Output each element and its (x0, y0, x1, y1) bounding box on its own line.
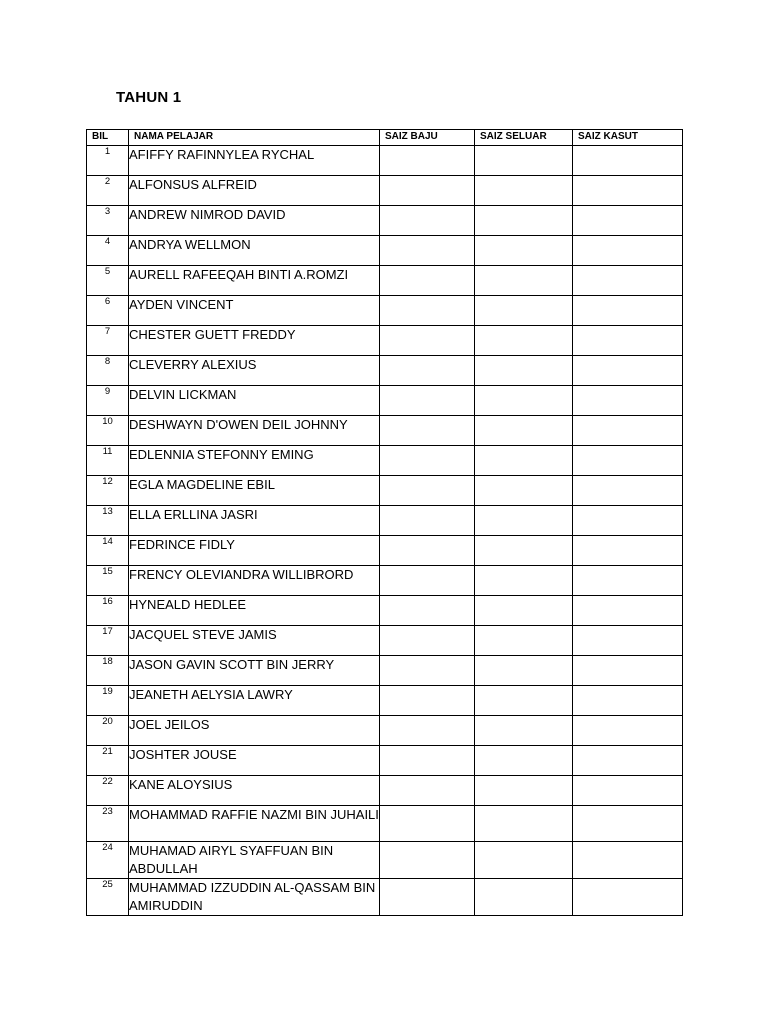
cell-student-name: CLEVERRY ALEXIUS (129, 356, 380, 386)
cell-bil: 1 (87, 146, 129, 176)
header-saiz-seluar: SAIZ SELUAR (475, 130, 573, 146)
cell-student-name: MUHAMAD AIRYL SYAFFUAN BIN ABDULLAH (129, 842, 380, 879)
cell-bil: 5 (87, 266, 129, 296)
cell-saiz-kasut[interactable] (573, 626, 683, 656)
cell-bil: 9 (87, 386, 129, 416)
table-row (87, 566, 683, 596)
table-row (87, 326, 683, 356)
cell-student-name: DELVIN LICKMAN (129, 386, 380, 416)
cell-bil: 3 (87, 206, 129, 236)
cell-saiz-baju[interactable] (380, 416, 475, 446)
cell-saiz-seluar[interactable] (475, 326, 573, 356)
cell-saiz-baju[interactable] (380, 476, 475, 506)
cell-saiz-kasut[interactable] (573, 146, 683, 176)
cell-student-name: CHESTER GUETT FREDDY (129, 326, 380, 356)
cell-student-name: DESHWAYN D'OWEN DEIL JOHNNY (129, 416, 380, 446)
cell-saiz-baju[interactable] (380, 626, 475, 656)
header-nama-pelajar: NAMA PELAJAR (129, 130, 380, 146)
cell-bil: 17 (87, 626, 129, 656)
table-row (87, 506, 683, 536)
cell-bil: 23 (87, 806, 129, 842)
table-row (87, 806, 683, 842)
cell-saiz-seluar[interactable] (475, 206, 573, 236)
cell-saiz-seluar[interactable] (475, 536, 573, 566)
cell-saiz-kasut[interactable] (573, 506, 683, 536)
cell-saiz-baju[interactable] (380, 536, 475, 566)
cell-saiz-seluar[interactable] (475, 842, 573, 879)
cell-bil: 10 (87, 416, 129, 446)
cell-student-name: JOSHTER JOUSE (129, 746, 380, 776)
cell-student-name: AURELL RAFEEQAH BINTI A.ROMZI (129, 266, 380, 296)
cell-bil: 13 (87, 506, 129, 536)
table-row (87, 656, 683, 686)
cell-saiz-seluar[interactable] (475, 296, 573, 326)
cell-saiz-kasut[interactable] (573, 686, 683, 716)
cell-saiz-baju[interactable] (380, 686, 475, 716)
cell-saiz-seluar[interactable] (475, 236, 573, 266)
cell-saiz-kasut[interactable] (573, 842, 683, 879)
cell-saiz-kasut[interactable] (573, 716, 683, 746)
cell-saiz-baju[interactable] (380, 176, 475, 206)
table-row (87, 746, 683, 776)
cell-student-name: ANDREW NIMROD DAVID (129, 206, 380, 236)
cell-saiz-seluar[interactable] (475, 446, 573, 476)
cell-bil: 21 (87, 746, 129, 776)
table-row (87, 686, 683, 716)
cell-saiz-baju[interactable] (380, 656, 475, 686)
table-row (87, 536, 683, 566)
cell-student-name: EDLENNIA STEFONNY EMING (129, 446, 380, 476)
cell-bil: 6 (87, 296, 129, 326)
cell-saiz-seluar[interactable] (475, 146, 573, 176)
cell-saiz-seluar[interactable] (475, 656, 573, 686)
cell-student-name: ANDRYA WELLMON (129, 236, 380, 266)
cell-bil: 15 (87, 566, 129, 596)
cell-saiz-baju[interactable] (380, 266, 475, 296)
cell-saiz-kasut[interactable] (573, 386, 683, 416)
cell-student-name: FEDRINCE FIDLY (129, 536, 380, 566)
cell-bil: 12 (87, 476, 129, 506)
cell-saiz-seluar[interactable] (475, 176, 573, 206)
cell-saiz-kasut[interactable] (573, 476, 683, 506)
cell-saiz-baju[interactable] (380, 326, 475, 356)
cell-student-name: JOEL JEILOS (129, 716, 380, 746)
cell-saiz-seluar[interactable] (475, 776, 573, 806)
cell-saiz-kasut[interactable] (573, 806, 683, 842)
cell-student-name: HYNEALD HEDLEE (129, 596, 380, 626)
cell-saiz-baju[interactable] (380, 236, 475, 266)
cell-saiz-baju[interactable] (380, 596, 475, 626)
table-row (87, 879, 683, 916)
page-title: TAHUN 1 (116, 89, 182, 106)
cell-saiz-seluar[interactable] (475, 386, 573, 416)
cell-saiz-baju[interactable] (380, 296, 475, 326)
cell-saiz-kasut[interactable] (573, 356, 683, 386)
table-row (87, 626, 683, 656)
cell-saiz-seluar[interactable] (475, 476, 573, 506)
table-row (87, 356, 683, 386)
cell-saiz-seluar[interactable] (475, 879, 573, 916)
table-row (87, 236, 683, 266)
cell-saiz-kasut[interactable] (573, 566, 683, 596)
cell-student-name: AFIFFY RAFINNYLEA RYCHAL (129, 146, 380, 176)
cell-saiz-baju[interactable] (380, 506, 475, 536)
table-row (87, 596, 683, 626)
cell-saiz-baju[interactable] (380, 879, 475, 916)
header-bil: BIL (87, 130, 129, 146)
cell-saiz-baju[interactable] (380, 716, 475, 746)
cell-bil: 7 (87, 326, 129, 356)
cell-saiz-seluar[interactable] (475, 596, 573, 626)
table-row (87, 842, 683, 879)
cell-student-name: ELLA ERLLINA JASRI (129, 506, 380, 536)
table-row (87, 266, 683, 296)
cell-bil: 4 (87, 236, 129, 266)
table-row (87, 416, 683, 446)
cell-saiz-seluar[interactable] (475, 686, 573, 716)
cell-bil: 20 (87, 716, 129, 746)
cell-saiz-seluar[interactable] (475, 356, 573, 386)
cell-student-name: MUHAMMAD IZZUDDIN AL-QASSAM BIN AMIRUDDIN (129, 879, 380, 916)
header-saiz-baju: SAIZ BAJU (380, 130, 475, 146)
cell-saiz-kasut[interactable] (573, 416, 683, 446)
cell-saiz-seluar[interactable] (475, 806, 573, 842)
table-row (87, 206, 683, 236)
table-header-row (87, 130, 683, 146)
cell-bil: 24 (87, 842, 129, 879)
table-row (87, 386, 683, 416)
cell-saiz-seluar[interactable] (475, 506, 573, 536)
table-row (87, 146, 683, 176)
cell-student-name: EGLA MAGDELINE EBIL (129, 476, 380, 506)
cell-saiz-seluar[interactable] (475, 566, 573, 596)
cell-bil: 22 (87, 776, 129, 806)
cell-saiz-kasut[interactable] (573, 746, 683, 776)
table-row (87, 776, 683, 806)
cell-saiz-seluar[interactable] (475, 626, 573, 656)
cell-student-name: ALFONSUS ALFREID (129, 176, 380, 206)
cell-saiz-baju[interactable] (380, 746, 475, 776)
cell-saiz-baju[interactable] (380, 776, 475, 806)
table-body (87, 146, 683, 916)
table-row (87, 296, 683, 326)
table-row (87, 476, 683, 506)
cell-student-name: JEANETH AELYSIA LAWRY (129, 686, 380, 716)
cell-student-name: JACQUEL STEVE JAMIS (129, 626, 380, 656)
cell-saiz-baju[interactable] (380, 386, 475, 416)
cell-saiz-kasut[interactable] (573, 236, 683, 266)
table-row (87, 716, 683, 746)
cell-bil: 19 (87, 686, 129, 716)
cell-saiz-seluar[interactable] (475, 266, 573, 296)
cell-bil: 14 (87, 536, 129, 566)
cell-student-name: AYDEN VINCENT (129, 296, 380, 326)
cell-saiz-kasut[interactable] (573, 776, 683, 806)
cell-saiz-kasut[interactable] (573, 536, 683, 566)
cell-bil: 18 (87, 656, 129, 686)
cell-bil: 11 (87, 446, 129, 476)
cell-saiz-baju[interactable] (380, 566, 475, 596)
cell-student-name: JASON GAVIN SCOTT BIN JERRY (129, 656, 380, 686)
cell-saiz-kasut[interactable] (573, 596, 683, 626)
cell-saiz-kasut[interactable] (573, 296, 683, 326)
cell-student-name: MOHAMMAD RAFFIE NAZMI BIN JUHAILI (129, 806, 380, 842)
cell-saiz-kasut[interactable] (573, 879, 683, 916)
student-roster-table (86, 129, 683, 916)
cell-bil: 16 (87, 596, 129, 626)
cell-saiz-seluar[interactable] (475, 746, 573, 776)
cell-saiz-seluar[interactable] (475, 716, 573, 746)
cell-saiz-kasut[interactable] (573, 326, 683, 356)
cell-bil: 2 (87, 176, 129, 206)
cell-student-name: FRENCY OLEVIANDRA WILLIBRORD (129, 566, 380, 596)
header-saiz-kasut: SAIZ KASUT (573, 130, 683, 146)
cell-bil: 25 (87, 879, 129, 916)
cell-bil: 8 (87, 356, 129, 386)
cell-student-name: KANE ALOYSIUS (129, 776, 380, 806)
cell-saiz-baju[interactable] (380, 146, 475, 176)
cell-saiz-baju[interactable] (380, 206, 475, 236)
cell-saiz-baju[interactable] (380, 806, 475, 842)
cell-saiz-baju[interactable] (380, 356, 475, 386)
cell-saiz-kasut[interactable] (573, 176, 683, 206)
cell-saiz-kasut[interactable] (573, 206, 683, 236)
table-row (87, 446, 683, 476)
table-row (87, 176, 683, 206)
cell-saiz-kasut[interactable] (573, 446, 683, 476)
cell-saiz-baju[interactable] (380, 446, 475, 476)
cell-saiz-seluar[interactable] (475, 416, 573, 446)
cell-saiz-baju[interactable] (380, 842, 475, 879)
cell-saiz-kasut[interactable] (573, 266, 683, 296)
cell-saiz-kasut[interactable] (573, 656, 683, 686)
